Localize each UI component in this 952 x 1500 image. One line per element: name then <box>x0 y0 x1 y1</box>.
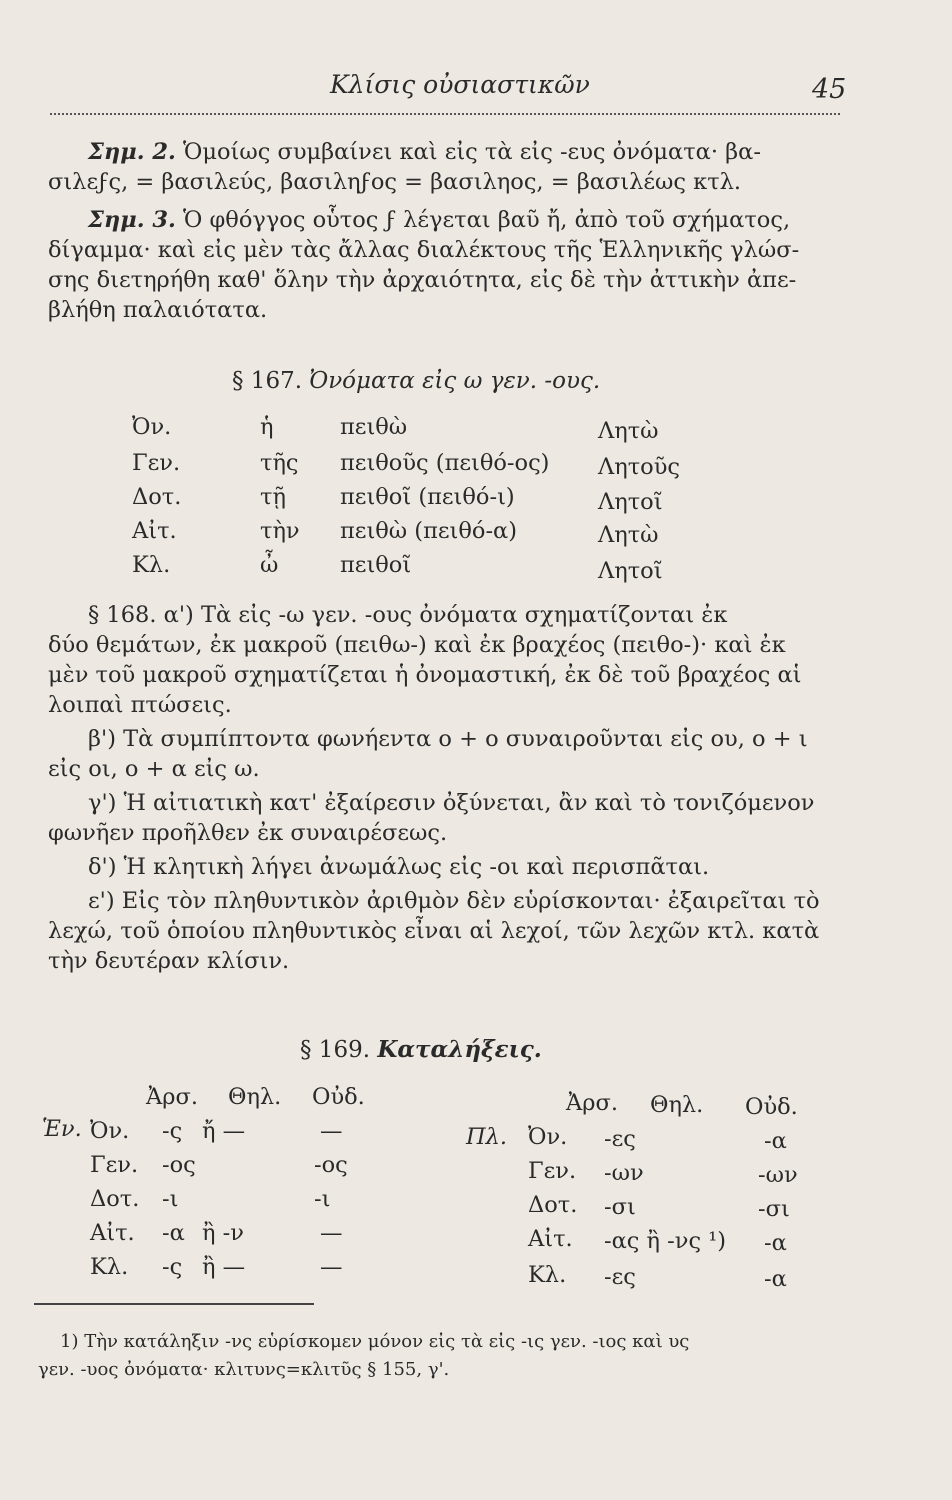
note-2-label: Σημ. 2. <box>88 139 176 165</box>
para-168a <box>48 600 838 720</box>
note-2 <box>48 137 838 197</box>
neut-ending: -α <box>764 1230 787 1256</box>
footnote-line-1: 1) Τὴν κατάληξιν -νς εὑρίσκομεν μόνον εἰς τὰ εἰς -ις γεν. -ιος καὶ υς <box>60 1331 690 1352</box>
case-label: Ὀν. <box>132 414 172 440</box>
case-label: Κλ. <box>132 552 171 578</box>
article: ὦ <box>260 552 279 578</box>
column-header: Θηλ. <box>650 1092 704 1118</box>
section-169-number: § 169. <box>300 1037 371 1063</box>
page-number: 45 <box>812 74 847 105</box>
name-form: Λητὼ <box>598 522 659 548</box>
case-label: Κλ. <box>90 1254 129 1280</box>
case-label: Γεν. <box>90 1152 139 1178</box>
text-line: δ') Ἡ κλητικὴ λήγει ἀνωμάλως εἰς -οι καὶ περισπᾶται. <box>88 854 710 880</box>
masc-ending: -ι <box>162 1186 179 1212</box>
note-3-line-1: Ὁ φθόγγος οὗτος ϝ λέγεται βαῦ ἤ, ἀπὸ τοῦ σχήματος, <box>183 207 791 233</box>
neut-ending: -σι <box>758 1196 790 1222</box>
text-line: § 168. α') Τὰ εἰς -ω γεν. -ους ὀνόματα σχηματίζονται ἐκ <box>88 602 728 628</box>
case-label: Δοτ. <box>132 484 182 510</box>
case-label: Γεν. <box>132 450 181 476</box>
note-3-label: Σημ. 3. <box>88 207 176 233</box>
note-3-line-3: σης διετηρήθη καθ' ὅλην τὴν ἀρχαιότητα, εἰς δὲ τὴν ἀττικὴν ἀπε- <box>48 267 797 293</box>
text-line: φωνῆεν προῆλθεν ἐκ συναιρέσεως. <box>48 820 448 846</box>
masc-ending: -ς <box>162 1254 183 1280</box>
case-label: Δοτ. <box>90 1186 140 1212</box>
column-header: Θηλ. <box>228 1084 282 1110</box>
masc-ending: -σι <box>604 1194 636 1220</box>
section-169-title: Καταλήξεις. <box>377 1036 542 1063</box>
text-line: ε') Εἰς τὸν πληθυντικὸν ἀριθμὸν δὲν εὑρίσκονται· ἐξαιρεῖται τὸ <box>88 888 820 914</box>
neut-ending: -α <box>764 1128 787 1154</box>
neut-ending: -α <box>764 1266 787 1292</box>
note-3-line-4: βλήθη παλαιότατα. <box>48 297 268 323</box>
para-168c <box>48 788 838 848</box>
masc-ending: -ς <box>162 1118 183 1144</box>
text-line: τὴν δευτέραν κλίσιν. <box>48 948 290 974</box>
case-label: Αἰτ. <box>528 1226 573 1252</box>
article: τὴν <box>260 518 300 544</box>
text-line: δύο θεμάτων, ἐκ μακροῦ (πειθω-) καὶ ἐκ βραχέος (πειθο-)· καὶ ἐκ <box>48 632 786 658</box>
article: τῆς <box>260 450 299 476</box>
section-168 <box>48 600 838 976</box>
neut-ending: -ι <box>314 1186 331 1212</box>
masc-ending: -ες <box>604 1126 636 1152</box>
name-form: Λητοῖ <box>598 558 663 584</box>
case-label: Ὀν. <box>90 1118 130 1144</box>
masc-ending: -α <box>162 1220 185 1246</box>
para-168e <box>48 886 838 976</box>
form: πειθοῖ (πειθό-ι) <box>340 484 515 510</box>
footnote <box>38 1328 828 1384</box>
section-169-heading <box>300 1036 542 1063</box>
case-label: Αἰτ. <box>132 518 177 544</box>
case-label: Αἰτ. <box>90 1220 135 1246</box>
case-label: Γεν. <box>528 1158 577 1184</box>
form: πειθοῖ <box>340 552 412 578</box>
name-form: Λητὼ <box>598 418 659 444</box>
note-2-line-1: Ὁμοίως συμβαίνει καὶ εἰς τὰ εἰς -ευς ὀνόματα· βα- <box>183 139 761 165</box>
case-label: Δοτ. <box>528 1192 578 1218</box>
column-header: Ἀρσ. <box>146 1084 198 1110</box>
form: πειθὼ (πειθό-α) <box>340 518 518 544</box>
running-title: Κλίσις οὐσιαστικῶν <box>330 70 590 99</box>
name-form: Λητοῖ <box>598 489 663 515</box>
neut-ending: -ος <box>314 1152 348 1178</box>
form: πειθὼ <box>340 414 408 440</box>
fem-ending: ἢ — <box>202 1254 246 1280</box>
neut-ending: -ων <box>758 1162 798 1188</box>
number-label: Ἑν. <box>42 1116 82 1142</box>
section-167-heading <box>232 368 600 394</box>
text-line: β') Τὰ συμπίπτοντα φωνήεντα ο + ο συναιροῦνται εἰς ου, ο + ι <box>88 726 808 752</box>
neut-ending: — <box>320 1118 343 1144</box>
header-rule <box>50 113 840 115</box>
number-label: Πλ. <box>466 1124 508 1150</box>
column-header: Οὐδ. <box>745 1094 798 1120</box>
neut-ending: — <box>320 1254 343 1280</box>
section-167-title: Ὀνόματα εἰς ω γεν. -ους. <box>309 368 601 394</box>
text-line: μὲν τοῦ μακροῦ σχηματίζεται ἡ ὀνομαστική, ἐκ δὲ τοῦ βραχέος αἱ <box>48 662 802 688</box>
article: τῇ <box>260 484 286 510</box>
footnote-line-2: γεν. -υος ὀνόματα· κλιτυνς=κλιτῦς § 155, γ'. <box>38 1359 450 1380</box>
masc-ending: -ες <box>604 1264 636 1290</box>
text-line: λεχώ, τοῦ ὁποίου πληθυντικὸς εἶναι αἱ λεχοί, τῶν λεχῶν κτλ. κατὰ <box>48 918 820 944</box>
text-line: γ') Ἡ αἰτιατικὴ κατ' ἐξαίρεσιν ὀξύνεται, ἂν καὶ τὸ τονιζόμενον <box>88 790 815 816</box>
case-label: Ὀν. <box>528 1124 568 1150</box>
para-168d <box>48 852 838 882</box>
form: πειθοῦς (πειθό-ος) <box>340 450 550 476</box>
masc-ending: -ος <box>162 1152 196 1178</box>
section-167-number: § 167. <box>232 368 303 394</box>
fem-ending: ἤ — <box>202 1118 246 1144</box>
masc-ending: -ας ἢ -νς ¹) <box>604 1228 727 1254</box>
column-header: Ἀρσ. <box>566 1090 618 1116</box>
text-line: λοιπαὶ πτώσεις. <box>48 692 232 718</box>
text-line: εἰς οι, ο + α εἰς ω. <box>48 756 260 782</box>
fem-ending: ἢ -ν <box>202 1220 244 1246</box>
note-3 <box>48 205 838 325</box>
case-label: Κλ. <box>528 1262 567 1288</box>
masc-ending: -ων <box>604 1160 644 1186</box>
note-2-line-2: σιλεϝς, = βασιλεύς, βασιληϝος = βασιληος, = βασιλέως κτλ. <box>48 169 742 195</box>
column-header: Οὐδ. <box>312 1084 365 1110</box>
article: ἡ <box>260 414 274 440</box>
footnote-rule <box>34 1303 314 1305</box>
name-form: Λητοῦς <box>598 454 681 480</box>
para-168b <box>48 724 838 784</box>
note-3-line-2: δίγαμμα· καὶ εἰς μὲν τὰς ἄλλας διαλέκτους τῆς Ἑλληνικῆς γλώσ- <box>48 237 800 263</box>
neut-ending: — <box>320 1220 343 1246</box>
